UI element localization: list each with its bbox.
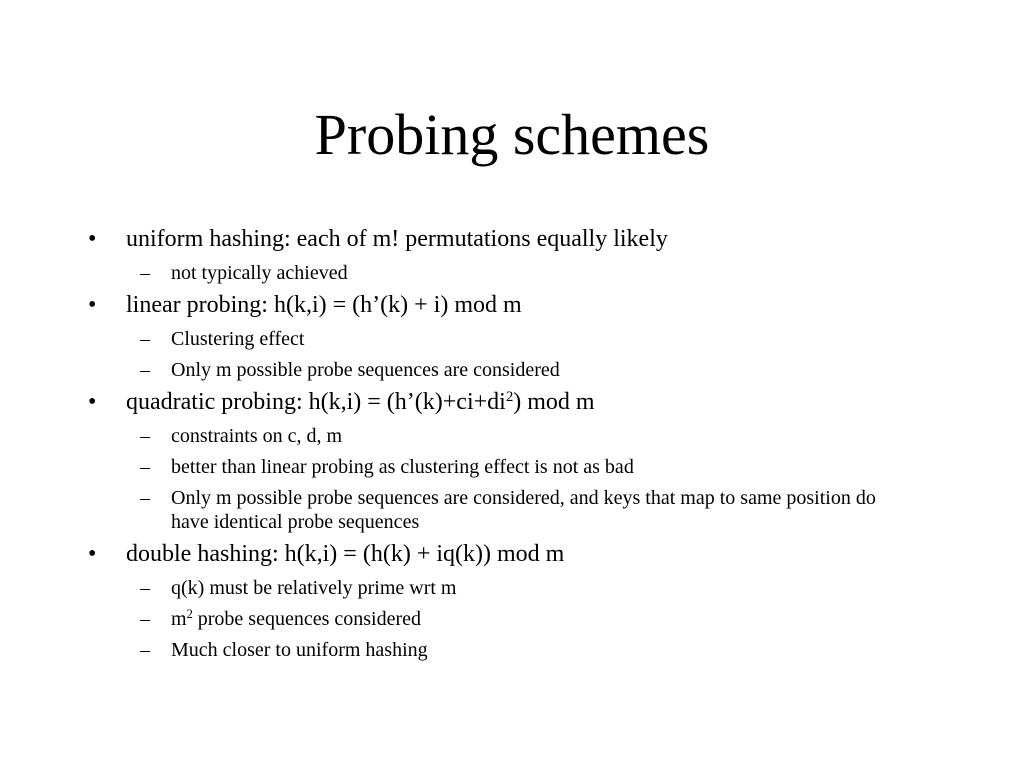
sub-bullet-item	[0, 607, 911, 631]
dash-marker: –	[140, 456, 150, 478]
bullet-item	[0, 224, 906, 254]
bullet-text: linear probing: h(k,i) = (h’(k) + i) mod m	[126, 292, 522, 318]
dash-marker: –	[140, 262, 150, 284]
bullet-marker: •	[88, 292, 97, 318]
sub-bullet-text-tail: probe sequences considered	[192, 608, 422, 630]
sub-bullet-item	[0, 455, 911, 479]
dash-marker: –	[140, 425, 150, 447]
sub-bullet-text-main: m	[171, 608, 187, 630]
sub-bullet-text: q(k) must be relatively prime wrt m	[171, 577, 457, 599]
dash-marker: –	[140, 328, 150, 350]
sub-bullet-item	[0, 638, 911, 662]
bullet-item	[0, 290, 906, 320]
superscript: 2	[505, 388, 514, 405]
superscript: 2	[186, 607, 193, 622]
bullet-text-tail: ) mod m	[513, 389, 595, 415]
sub-bullet-text: Much closer to uniform hashing	[171, 639, 428, 661]
dash-marker: –	[140, 487, 150, 509]
sub-bullet-item	[0, 424, 911, 448]
sub-bullet-item	[0, 261, 911, 285]
sub-bullet-text: not typically achieved	[171, 262, 348, 284]
bullet-item	[0, 539, 906, 569]
bullet-text-main: quadratic probing: h(k,i) = (h’(k)+ci+di	[126, 389, 506, 415]
bullet-text: uniform hashing: each of m! permutations equally likely	[126, 226, 668, 252]
dash-marker: –	[140, 359, 150, 381]
dash-marker: –	[140, 639, 150, 661]
bullet-list	[0, 224, 1024, 662]
dash-marker: –	[140, 608, 150, 630]
bullet-marker: •	[88, 226, 97, 252]
sub-bullet-text	[171, 608, 421, 630]
bullet-marker: •	[88, 541, 97, 567]
bullet-item	[0, 387, 906, 417]
sub-bullet-text: Clustering effect	[171, 328, 305, 350]
sub-bullet-text: Only m possible probe sequences are considered, and keys that map to same position do have identical probe sequences	[171, 487, 876, 533]
bullet-marker: •	[88, 389, 97, 415]
sub-bullet-text: better than linear probing as clustering effect is not as bad	[171, 456, 634, 478]
sub-bullet-text: Only m possible probe sequences are considered	[171, 359, 560, 381]
bullet-text: double hashing: h(k,i) = (h(k) + iq(k)) mod m	[126, 541, 565, 567]
sub-bullet-item	[0, 486, 911, 534]
dash-marker: –	[140, 577, 150, 599]
bullet-text	[126, 389, 595, 415]
slide-title: Probing schemes	[314, 102, 710, 167]
sub-bullet-text: constraints on c, d, m	[171, 425, 343, 447]
sub-bullet-item	[0, 358, 911, 382]
sub-bullet-item	[0, 327, 911, 351]
sub-bullet-item	[0, 576, 911, 600]
